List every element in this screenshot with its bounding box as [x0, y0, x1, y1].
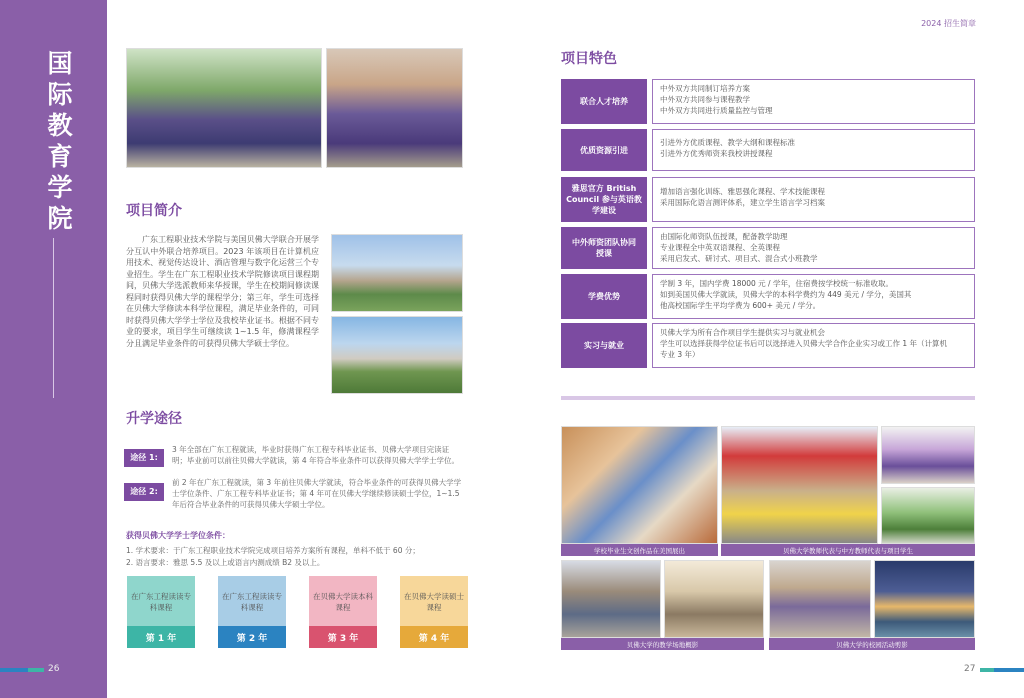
- path-text-2: 前 2 年在广东工程就读，第 3 年前往贝佛大学就读，符合毕业条件的可获得贝佛大学学士学位条件、广东工程专科毕业证书；第 4 年可在贝佛大学继续修读硕士学位，1~1.5 年后符合毕业条件的可获得贝佛大学硕士学位。: [172, 478, 462, 509]
- year-step-card: 在广东工程读读专科课程: [127, 576, 195, 628]
- path-text-1: 3 年全部在广东工程就读，毕业时获得广东工程专科毕业证书、贝佛大学项目完读证明；毕业前可以前往贝佛大学就读，第 4 年符合毕业条件可以获得贝佛大学学士学位。: [172, 445, 460, 465]
- feature-label: 学费优势: [561, 274, 647, 319]
- photo-caption: 贝佛大学的教学场地概影: [561, 638, 764, 650]
- title-char: 育: [47, 142, 73, 171]
- campus-photo-2: [331, 316, 463, 394]
- footer-line-right-accent: [980, 668, 994, 672]
- library-photo: [561, 560, 661, 638]
- title-char: 教: [47, 111, 73, 140]
- condition-item: 2. 语言要求：雅思 5.5 及以上或语言内测成绩 B2 及以上。: [126, 558, 325, 567]
- group-photo-1: [126, 48, 322, 168]
- feature-box: [652, 227, 975, 269]
- footer-line-right: [994, 668, 1024, 672]
- feature-line: 引进外方优质课程、教学大纲和课程标准: [660, 138, 795, 147]
- year-step-label: 第 4 年: [400, 626, 468, 648]
- feature-box: [652, 177, 975, 222]
- feature-box: [652, 129, 975, 171]
- photo-caption: 贝佛大学的校园活动剪影: [769, 638, 975, 650]
- feature-label: 中外师资团队协同授课: [561, 227, 647, 269]
- feature-line: 增加语言强化训练、雅思强化课程、学术技能课程: [660, 187, 825, 196]
- title-char: 国: [47, 49, 73, 78]
- feature-line: 中外双方共同制订培养方案: [660, 84, 750, 93]
- year-step-card: 在贝佛大学读硕士课程: [400, 576, 468, 628]
- photo-caption: 贝佛大学教师代表与中方教师代表与项目学生: [721, 544, 975, 556]
- feature-label: 雅思官方 British Council 参与英语教学建设: [561, 177, 647, 222]
- sidebar-divider: [53, 238, 54, 398]
- feature-line: 如到美国贝佛大学就读，贝佛大学的本科学费约为 449 美元 / 学分，美国其: [660, 290, 912, 299]
- features-title: 项目特色: [561, 51, 617, 67]
- lecture-photo: [664, 560, 764, 638]
- footer-line-left-accent: [28, 668, 44, 672]
- classroom-photo: [881, 487, 975, 544]
- feature-label: 联合人才培养: [561, 79, 647, 124]
- feature-box: [652, 323, 975, 368]
- footer-line-left: [0, 668, 28, 672]
- year-step-label: 第 2 年: [218, 626, 286, 648]
- feature-line: 学生可以选择获得学位证书后可以选择进入贝佛大学合作企业实习或工作 1 年（计算机: [660, 339, 948, 348]
- page-number-right: 27: [964, 664, 976, 674]
- exhibit-photo: [561, 426, 718, 544]
- feature-line: 中外双方共同进行质量监控与管理: [660, 106, 773, 115]
- mascot-photo: [721, 426, 878, 544]
- header-tag: 2024 招生简章: [921, 19, 976, 28]
- feature-line: 贝佛大学为所有合作项目学生提供实习与就业机会: [660, 328, 825, 337]
- year-step-label: 第 3 年: [309, 626, 377, 648]
- feature-line: 学制 3 年，国内学费 18000 元 / 学年，住宿费按学校统一标准收取。: [660, 279, 893, 288]
- intro-text: 广东工程职业技术学院与美国贝佛大学联合开展学分互认中外联合培养项目。2023 年该项目在计算机应用技术、视觉传达设计、酒店管理与数字化运营三个专业招生。学生在广东工程职业技术学院修读项目课程期间，贝佛大学选派教师来华授课，学生在校期间修读课程同时获得贝佛大学的课程学分；第三年，学生可选择在贝佛大学修读本科学位课程，满足毕业条件的，可同时获得贝佛大学学士学位及我校毕业证书。根据不同专业的要求，项目学生可继续读 1~1.5 年，修满课程学分且满足毕业条件的可获得贝佛大学硕士学位。: [126, 235, 319, 348]
- condition-title: 获得贝佛大学学士学位条件：: [126, 531, 230, 540]
- campus-photo-1: [331, 234, 463, 312]
- feature-line: 专业 3 年）: [660, 350, 700, 359]
- feature-line: 采用国际化语言测评体系，建立学生语言学习档案: [660, 198, 825, 207]
- feature-line: 引进外方优秀师资来我校讲授课程: [660, 149, 773, 158]
- title-char: 院: [47, 204, 73, 233]
- intro-title: 项目简介: [126, 203, 182, 219]
- feature-line: 专业课程全中英双语课程、全英课程: [660, 243, 780, 252]
- feature-box: [652, 79, 975, 124]
- condition-item: 1. 学术要求：于广东工程职业技术学院完成项目培养方案所有课程，单科不低于 60 分；: [126, 546, 420, 555]
- feature-label: 优质资源引进: [561, 129, 647, 171]
- night-campus-photo: [874, 560, 975, 638]
- feature-line: 他高校国际学生平均学费为 600+ 美元 / 学分。: [660, 301, 821, 310]
- purple-sidebar: [0, 0, 107, 698]
- year-step-card: 在贝佛大学读本科课程: [309, 576, 377, 628]
- path-title: 升学途径: [126, 411, 182, 427]
- path-badge-1: 途径 1:: [124, 449, 164, 467]
- delegation-photo: [881, 426, 975, 484]
- path-badge-2: 途径 2:: [124, 483, 164, 501]
- year-step-card: 在广东工程读读专科课程: [218, 576, 286, 628]
- section-divider: [561, 396, 975, 400]
- group-photo-2: [326, 48, 463, 168]
- vertical-title: [40, 48, 80, 234]
- feature-line: 中外双方共同参与课程教学: [660, 95, 750, 104]
- feature-label: 实习与就业: [561, 323, 647, 368]
- photo-caption: 学校毕业生文创作品在美国展出: [561, 544, 718, 556]
- event-photo: [769, 560, 871, 638]
- title-char: 际: [47, 80, 73, 109]
- feature-box: [652, 274, 975, 319]
- page-number-left: 26: [48, 664, 60, 674]
- year-step-label: 第 1 年: [127, 626, 195, 648]
- feature-line: 采用启发式、研讨式、项目式、混合式小班教学: [660, 254, 818, 263]
- feature-line: 由国际化师资队伍授课，配备教学助理: [660, 232, 788, 241]
- title-char: 学: [47, 173, 73, 202]
